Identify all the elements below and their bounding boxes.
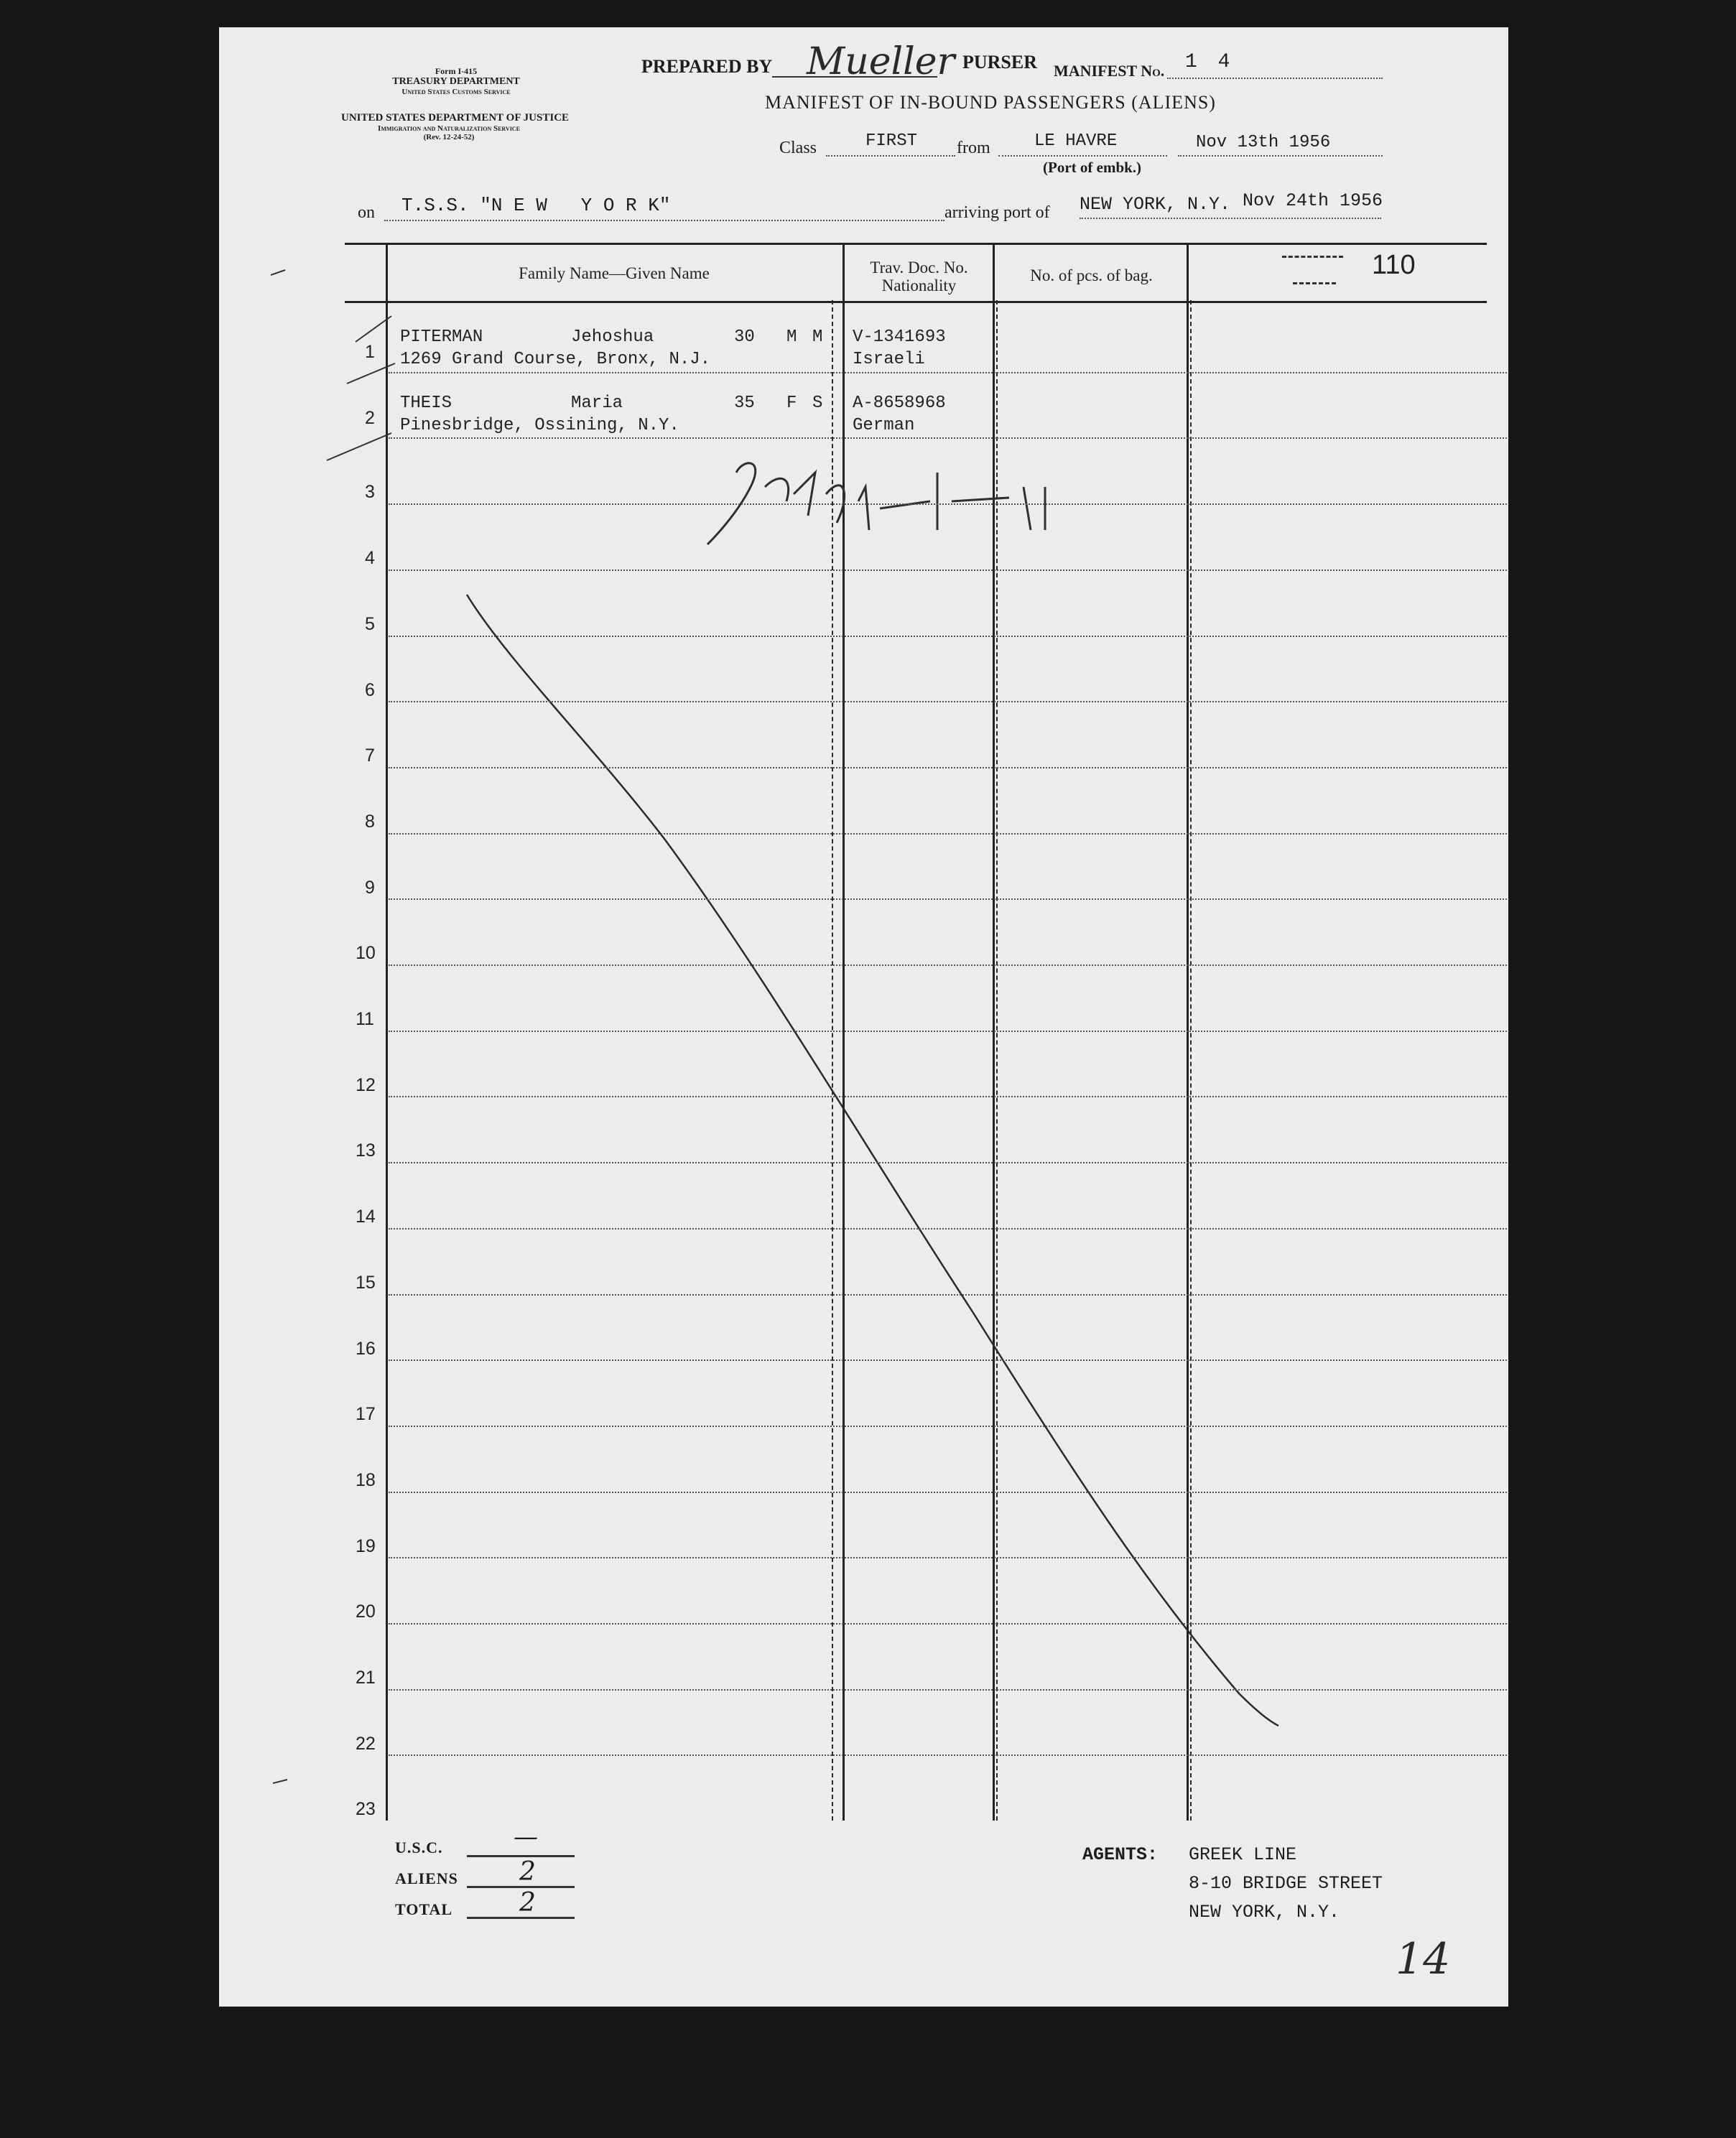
p2-nationality: German (853, 416, 915, 435)
row-number: 6 (365, 679, 375, 700)
usc-value: — (514, 1823, 538, 1851)
row-number: 20 (356, 1602, 376, 1622)
purser-label: PURSER (962, 52, 1038, 73)
row-divider (389, 701, 1508, 702)
row-number: 1 (365, 342, 375, 362)
row-divider (389, 437, 1508, 439)
manifest-number: 1 4 (1185, 51, 1235, 73)
row-divider (389, 1360, 1508, 1361)
p2-sex: F (786, 394, 797, 413)
row-divider (389, 1031, 1508, 1032)
p1-nationality: Israeli (853, 350, 925, 369)
departure-date: Nov 13th 1956 (1196, 133, 1331, 152)
p1-address: 1269 Grand Course, Bronx, N.J. (400, 350, 711, 369)
header-baggage: No. of pcs. of bag. (1030, 266, 1153, 284)
from-port: LE HAVRE (1034, 131, 1118, 151)
row-number: 11 (356, 1009, 374, 1029)
row-number: 9 (365, 877, 375, 898)
row-divider (389, 1689, 1508, 1691)
p1-given: Jehoshua (571, 327, 654, 347)
check-mark-2 (327, 433, 391, 460)
arriving-port-label: arriving port of (944, 203, 1050, 222)
row-number: 15 (356, 1272, 376, 1293)
form-number: Form I-415 (435, 66, 478, 76)
row-divider (389, 833, 1508, 835)
class-value: FIRST (865, 131, 918, 151)
handwritten-marks (219, 27, 1508, 2007)
justice-dept: UNITED STATES DEPARTMENT OF JUSTICE (341, 112, 570, 124)
row-divider (389, 1557, 1508, 1558)
row-divider (389, 1623, 1508, 1625)
row-divider (389, 570, 1508, 571)
row-number: 4 (365, 548, 375, 569)
row-divider (389, 503, 1508, 505)
total-label: TOTAL (395, 1900, 452, 1918)
customs-service: United States Customs Service (401, 88, 511, 97)
ship-name: T.S.S. "N E W Y O R K" (401, 195, 671, 216)
header-nationality: Nationality (881, 276, 957, 295)
p1-age: 30 (734, 327, 755, 347)
stray-mark-left-bottom (273, 1780, 287, 1783)
p2-address: Pinesbridge, Ossining, N.Y. (400, 416, 679, 435)
p1-status: M (812, 327, 823, 347)
row-number: 3 (365, 482, 375, 503)
agents-line1: GREEK LINE (1189, 1844, 1297, 1865)
p2-age: 35 (734, 394, 755, 413)
row-number: 13 (356, 1140, 376, 1161)
header-extra-number: 110 (1372, 250, 1416, 280)
row-number: 5 (365, 613, 375, 634)
immigration-service: Immigration and Naturalization Service (378, 124, 520, 133)
header-travel-doc-line1: Trav. Doc. No. (870, 259, 968, 276)
on-label: on (358, 203, 375, 222)
usc-label: U.S.C. (395, 1839, 443, 1856)
row-number: 8 (365, 811, 375, 832)
row-number: 22 (356, 1733, 376, 1754)
p2-family: THEIS (400, 394, 452, 413)
p1-doc: V-1341693 (853, 327, 946, 347)
p1-sex: M (786, 327, 797, 347)
arrival-date: Nov 24th 1956 (1243, 190, 1383, 211)
cancellation-line (467, 595, 1278, 1726)
row-number: 10 (356, 943, 376, 964)
row-divider (389, 965, 1508, 966)
header-family-name: Family Name—Given Name (519, 264, 710, 282)
p1-family: PITERMAN (400, 327, 483, 347)
row-number: 7 (365, 745, 375, 766)
prepared-by-label: PREPARED BY (641, 56, 773, 77)
row-divider (389, 1228, 1508, 1230)
row-divider (389, 1294, 1508, 1296)
p2-given: Maria (571, 394, 623, 413)
agents-line3: NEW YORK, N.Y. (1189, 1902, 1340, 1923)
row-number: 17 (356, 1404, 376, 1425)
treasury-dept: TREASURY DEPARTMENT (392, 76, 520, 88)
row-divider (389, 1162, 1508, 1163)
p2-status: S (812, 394, 823, 413)
class-label: Class (779, 139, 817, 157)
arrival-port: NEW YORK, N.Y. (1080, 194, 1231, 215)
row-number: 19 (356, 1535, 376, 1556)
row-divider (389, 1096, 1508, 1097)
port-of-embarkation-note: (Port of embk.) (1043, 159, 1142, 176)
row-divider (389, 372, 1508, 373)
row-number: 18 (356, 1469, 376, 1490)
row-number: 16 (356, 1338, 376, 1359)
row-number: 21 (356, 1668, 376, 1688)
row-number: 12 (356, 1074, 376, 1095)
from-label: from (957, 139, 990, 157)
row-divider (389, 1492, 1508, 1493)
row-number: 14 (356, 1207, 376, 1227)
aliens-label: ALIENS (395, 1869, 458, 1887)
purser-signature: Mueller (807, 40, 955, 83)
row-number: 23 (356, 1799, 376, 1820)
row-divider (389, 898, 1508, 900)
row-divider (389, 1754, 1508, 1756)
row-divider (389, 636, 1508, 637)
agents-line2: 8-10 BRIDGE STREET (1189, 1873, 1383, 1894)
stray-mark-left-top (271, 270, 285, 275)
manifest-title: MANIFEST OF IN-BOUND PASSENGERS (ALIENS) (765, 92, 1216, 113)
total-value: 2 (519, 1888, 536, 1918)
aliens-value: 2 (519, 1857, 536, 1887)
agents-label: AGENTS: (1082, 1844, 1159, 1865)
row-divider (389, 1426, 1508, 1427)
form-revision: (Rev. 12-24-52) (423, 133, 475, 142)
manifest-no-label: MANIFEST No. (1054, 62, 1165, 80)
page-mark: 14 (1396, 1934, 1451, 1984)
row-number: 2 (365, 407, 375, 428)
row-divider (389, 767, 1508, 768)
p2-doc: A-8658968 (853, 394, 946, 413)
manifest-page (219, 27, 1508, 2007)
